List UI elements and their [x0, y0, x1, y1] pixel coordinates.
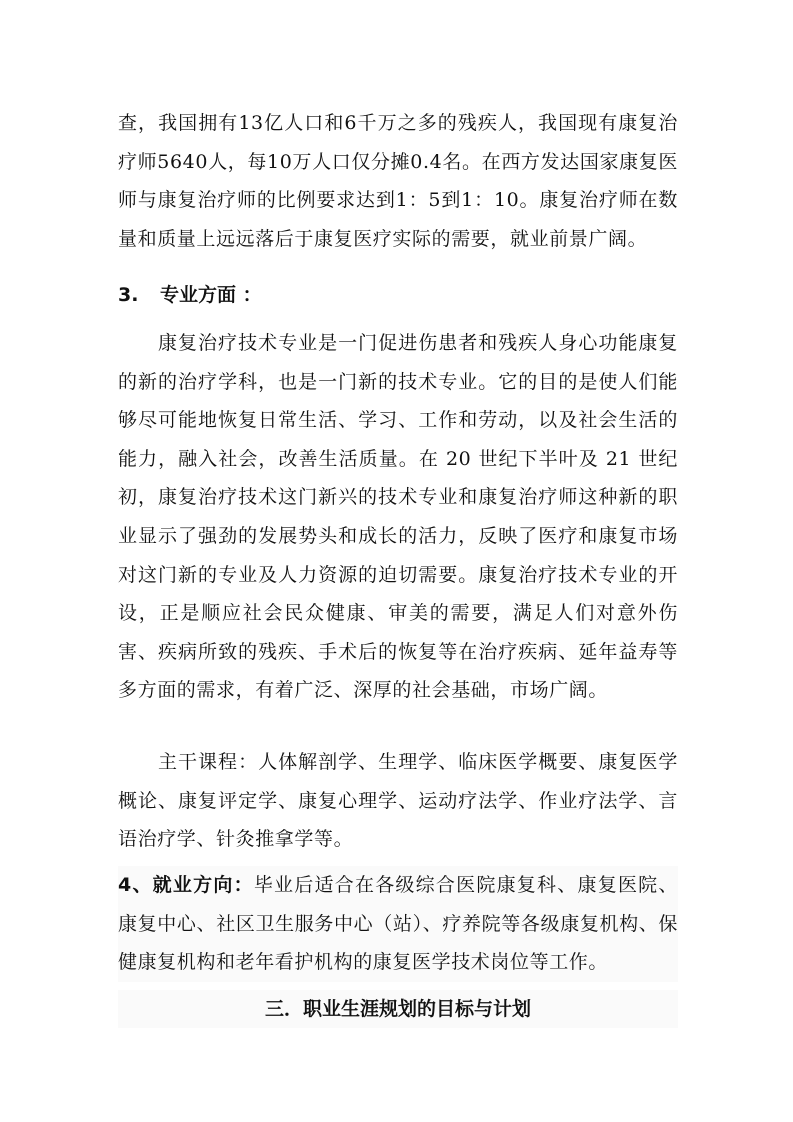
career-direction-label: 4、就业方向： [118, 874, 254, 896]
career-direction-text: 毕业后适合在各级综合医院康复科、康复医院、康复中心、社区卫生服务中心（站）、疗养院等各级康复机构、保健康复机构和老年看护机构的康复医学技术岗位等工作。 [118, 874, 678, 974]
section-title: 三．职业生涯规划的目标与计划 [118, 990, 678, 1028]
paragraph-main-courses: 主干课程：人体解剖学、生理学、临床医学概要、康复医学概论、康复评定学、康复心理学、运动疗法学、作业疗法学、言语治疗学、针灸推拿学等。 [118, 751, 678, 851]
heading-number: 3. [118, 284, 139, 306]
paragraph-major-description: 康复治疗技术专业是一门促进伤患者和残疾人身心功能康复的新的治疗学科，也是一门新的技术专业。它的目的是使人们能够尽可能地恢复日常生活、学习、工作和劳动，以及社会生活的能力，融入社会，改善生活质量。在 20 世纪下半叶及 21 世纪初，康复治疗技术这门新兴的技术专业和康复治疗师这种新的职业显示了强劲的发展势头和成长的活力，反映了医疗和康复市场对这门新的专业及人力资源的迫切需要。康复治疗技术专业的开设，正是顺应社会民众健康、审美的需要，满足人们对意外伤害、疾病所致的残疾、手术后的恢复等在治疗疾病、延年益寿等多方面的需求，有着广泛、深厚的社会基础，市场广阔。 [118, 332, 678, 702]
heading-major [118, 276, 678, 314]
paragraph-career-direction [118, 866, 678, 982]
heading-text: 专业方面 ： [160, 284, 262, 306]
paragraph-employment-outlook: 查，我国拥有13亿人口和6千万之多的残疾人，我国现有康复治疗师5640人，每10万人口仅分摊0.4名。在西方发达国家康复医师与康复治疗师的比例要求达到1：5到1：10。康复治疗师在数量和质量上远远落后于康复医疗实际的需要，就业前景广阔。 [118, 112, 678, 250]
